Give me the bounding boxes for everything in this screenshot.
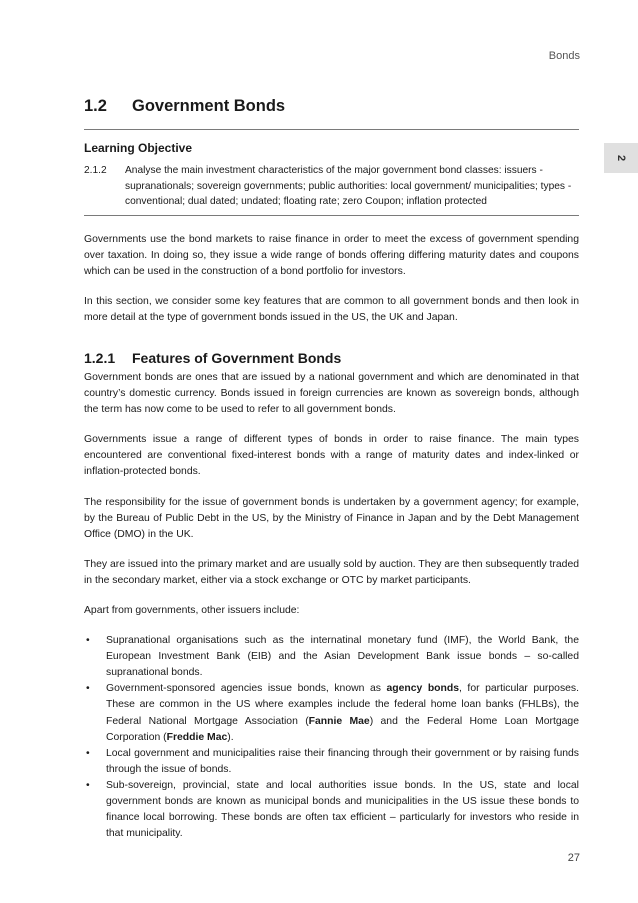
learning-objective-number: 2.1.2 [84,165,107,176]
list-item-text: , for particular purposes. These are common in the US where examples include the federal home loan banks (FHLBs), the Federal National Mortgage Association ( [106,683,579,727]
list-item [84,681,579,745]
list-item [84,778,579,842]
divider-top [84,129,579,130]
list-item-text: ) and the Federal Home Loan Mortgage Corporation ( [106,715,579,743]
intro-paragraph: In this section, we consider some key features that are common to all government bonds and then look in more detail at the type of government bonds issued in the US, the UK and Japan. [84,295,579,323]
learning-objective-item [84,163,579,210]
learning-objective-text: Analyse the main investment characteristics of the major government bond classes: issuers - supranationals; sovereign governments; public authorities: local government/ municipalities; types - conventional; dual dated; undated; floating rate; zero Coupon; inflation protected [125,165,572,207]
subsection-title-text: Features of Government Bonds [132,349,342,366]
list-item-text: Sub-sovereign, provincial, state and local authorities issue bonds. In the US, state and local government bonds are known as municipal bonds and municipalities in the US issue these bonds to finance local borrowing. These bonds are often tax efficient – particularly for investors who reside in that municipality. [106,779,579,840]
bullet-dot: • [86,779,90,791]
list-item [84,633,579,681]
body-paragraph: Apart from governments, other issuers include: [84,605,300,616]
learning-objective-heading: Learning Objective [84,141,193,155]
bullet-dot: • [86,635,90,647]
page-content [84,94,579,842]
running-head: Bonds [548,50,580,62]
issuer-list [84,633,579,842]
bullet-dot: • [86,683,90,695]
term-fannie-mae: Fannie Mae [308,715,370,727]
section-title-text: Government Bonds [132,97,286,115]
body-paragraph: Government bonds are ones that are issued by a national government and which are denominated in that country’s domestic currency. Bonds issued in foreign currencies are known as sovereign bonds, although the term has now come to be used to refer to all government bonds. [84,371,579,416]
list-item-text: Government-sponsored agencies issue bonds, known as [106,683,387,695]
list-item-text: Supranational organisations such as the internatinal monetary fund (IMF), the World Bank, the European Investment Bank (EIB) and the Asian Development Bank issue bonds – so-called supranational bonds. [106,635,579,679]
list-item-text: ). [227,731,234,743]
divider-bottom [84,215,579,216]
subsection-title [84,348,579,368]
bullet-dot: • [86,747,90,759]
section-title [84,94,579,118]
page-number: 27 [567,852,580,864]
chapter-number: 2 [615,154,627,162]
term-agency-bonds: agency bonds [386,683,459,695]
list-item [84,746,579,778]
intro-paragraph: Governments use the bond markets to raise finance in order to meet the excess of government spending over taxation. In doing so, they issue a wide range of bonds offering differing maturity dates and coupons which can be used in the construction of a bond portfolio for investors. [84,233,579,277]
section-number: 1.2 [84,97,107,115]
body-paragraph: The responsibility for the issue of government bonds is undertaken by a government agency; for example, by the Bureau of Public Debt in the US, by the Ministry of Finance in Japan and by the Debt Management Office (DMO) in the UK. [84,496,579,540]
list-item-text: Local government and municipalities raise their financing through their government or by raising funds through the issue of bonds. [106,747,579,775]
body-paragraph: They are issued into the primary market and are usually sold by auction. They are then subsequently traded in the secondary market, either via a stock exchange or OTC by market participants. [84,558,579,586]
chapter-tab [604,143,638,173]
body-paragraph: Governments issue a range of different types of bonds in order to raise finance. The main types encountered are conventional fixed-interest bonds with a range of maturity dates and index-linked or inflation-protected bonds. [84,434,579,478]
subsection-number: 1.2.1 [84,349,116,366]
term-freddie-mac: Freddie Mac [166,731,228,743]
